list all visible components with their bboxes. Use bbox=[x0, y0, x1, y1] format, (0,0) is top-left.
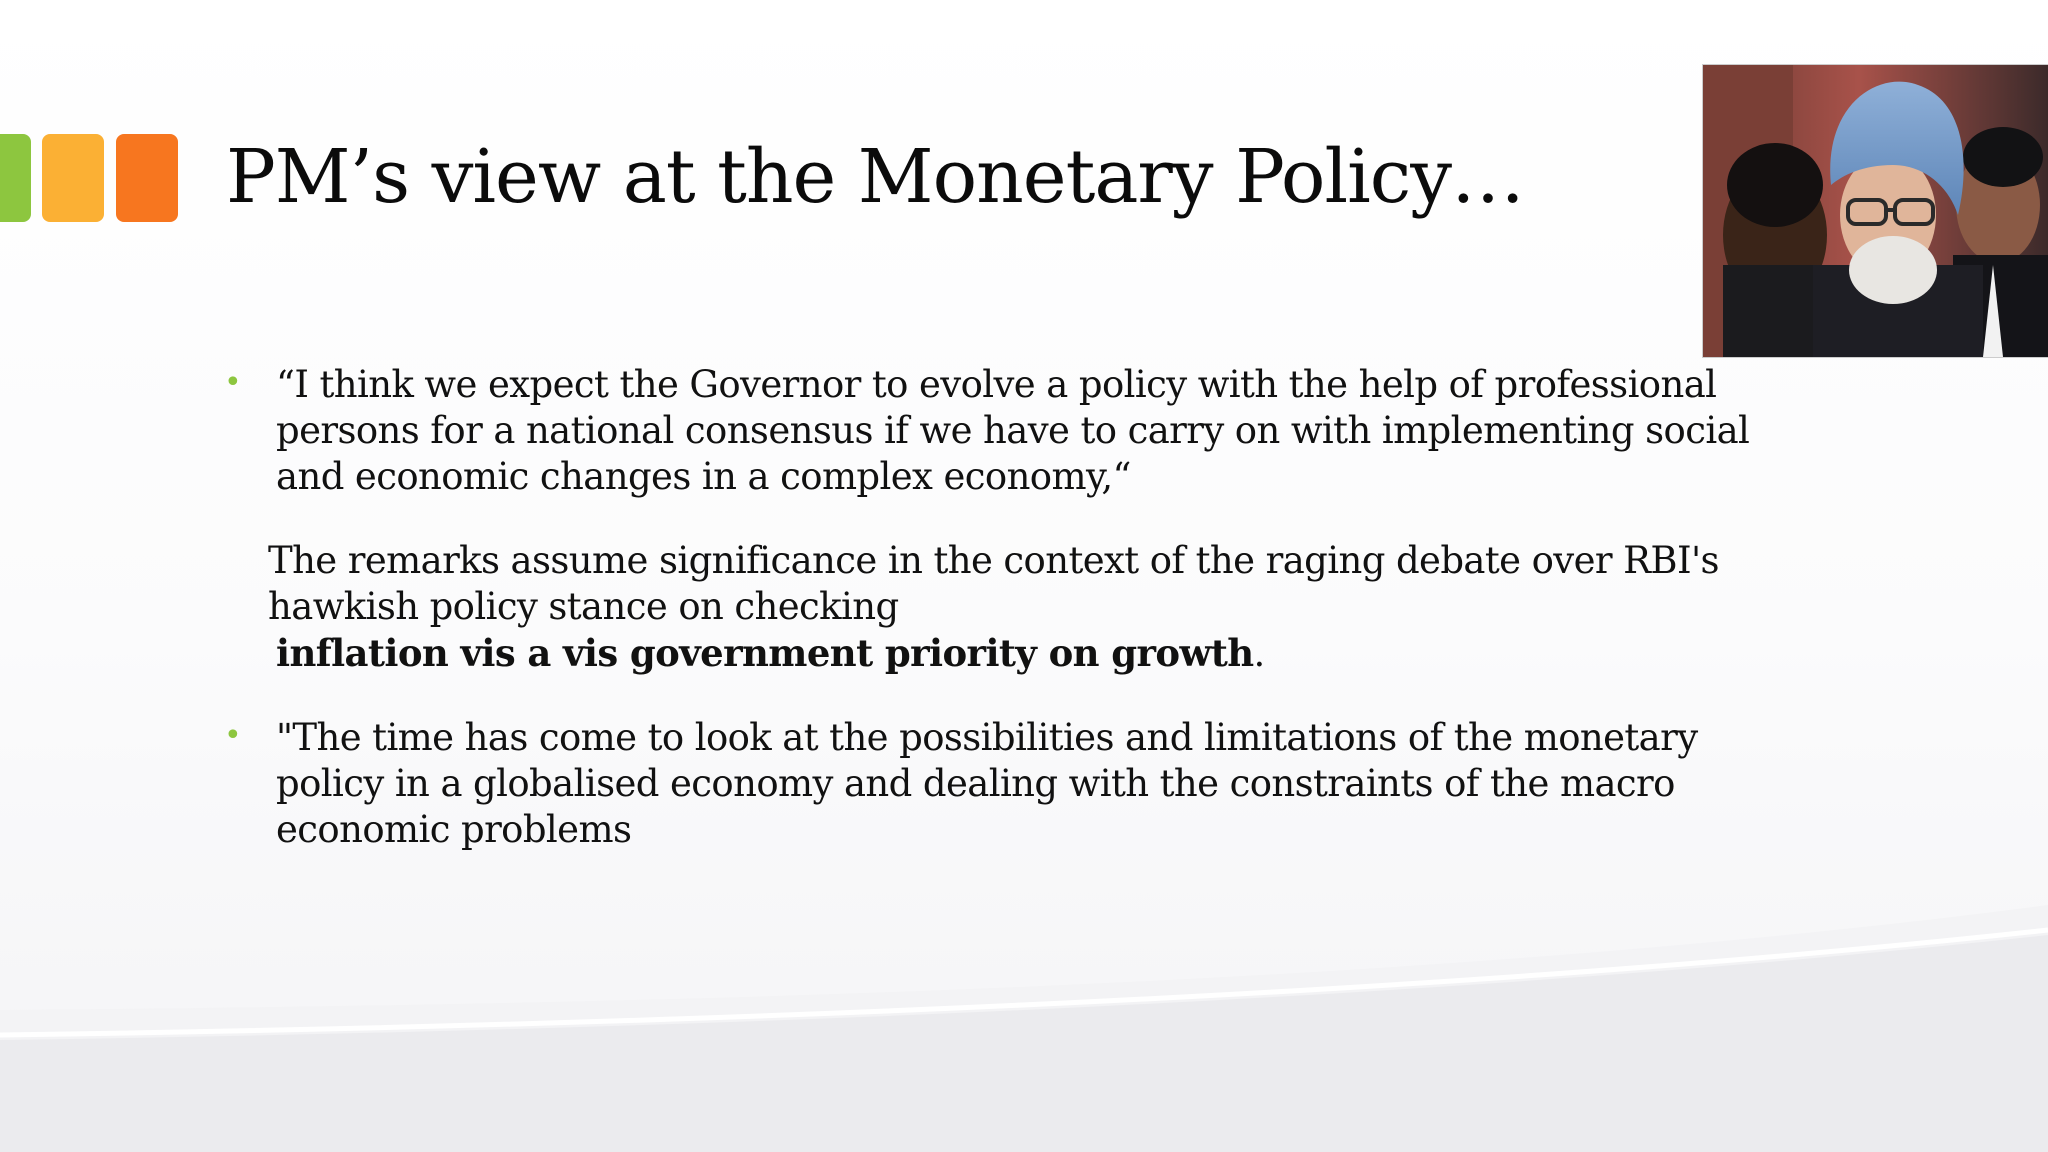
bullet-item bbox=[222, 715, 1782, 853]
portrait-photo-icon bbox=[1702, 64, 2048, 358]
bullet-text: "The time has come to look at the possibilities and limitations of the monetary policy in a globalised economy and dealing with the constraints of the macro economic problems bbox=[276, 716, 1698, 851]
bullet-text: “I think we expect the Governor to evolve a policy with the help of professional persons for a national consensus if we have to carry on with implementing social and economic changes in a complex economy,“ bbox=[276, 363, 1750, 498]
bullet-item bbox=[222, 362, 1782, 500]
green-accent-square bbox=[0, 134, 31, 222]
orange-accent-square bbox=[116, 134, 178, 222]
remarks-text: The remarks assume significance in the context of the raging debate over RBI's hawkish policy stance on checking bbox=[268, 539, 1719, 628]
slide-title: PM’s view at the Monetary Policy… bbox=[226, 134, 1525, 220]
yellow-accent-square bbox=[42, 134, 104, 222]
bullet-dot-icon: • bbox=[224, 718, 242, 753]
remarks-bold-text: inflation vis a vis government priority on growth bbox=[276, 631, 1254, 675]
portrait-photo-graphic bbox=[1703, 65, 2048, 357]
remarks-end: . bbox=[1253, 632, 1265, 675]
accent-squares bbox=[0, 134, 180, 224]
bullet-dot-icon: • bbox=[224, 365, 242, 400]
slide-content bbox=[222, 362, 1782, 891]
remarks-paragraph bbox=[222, 538, 1782, 677]
